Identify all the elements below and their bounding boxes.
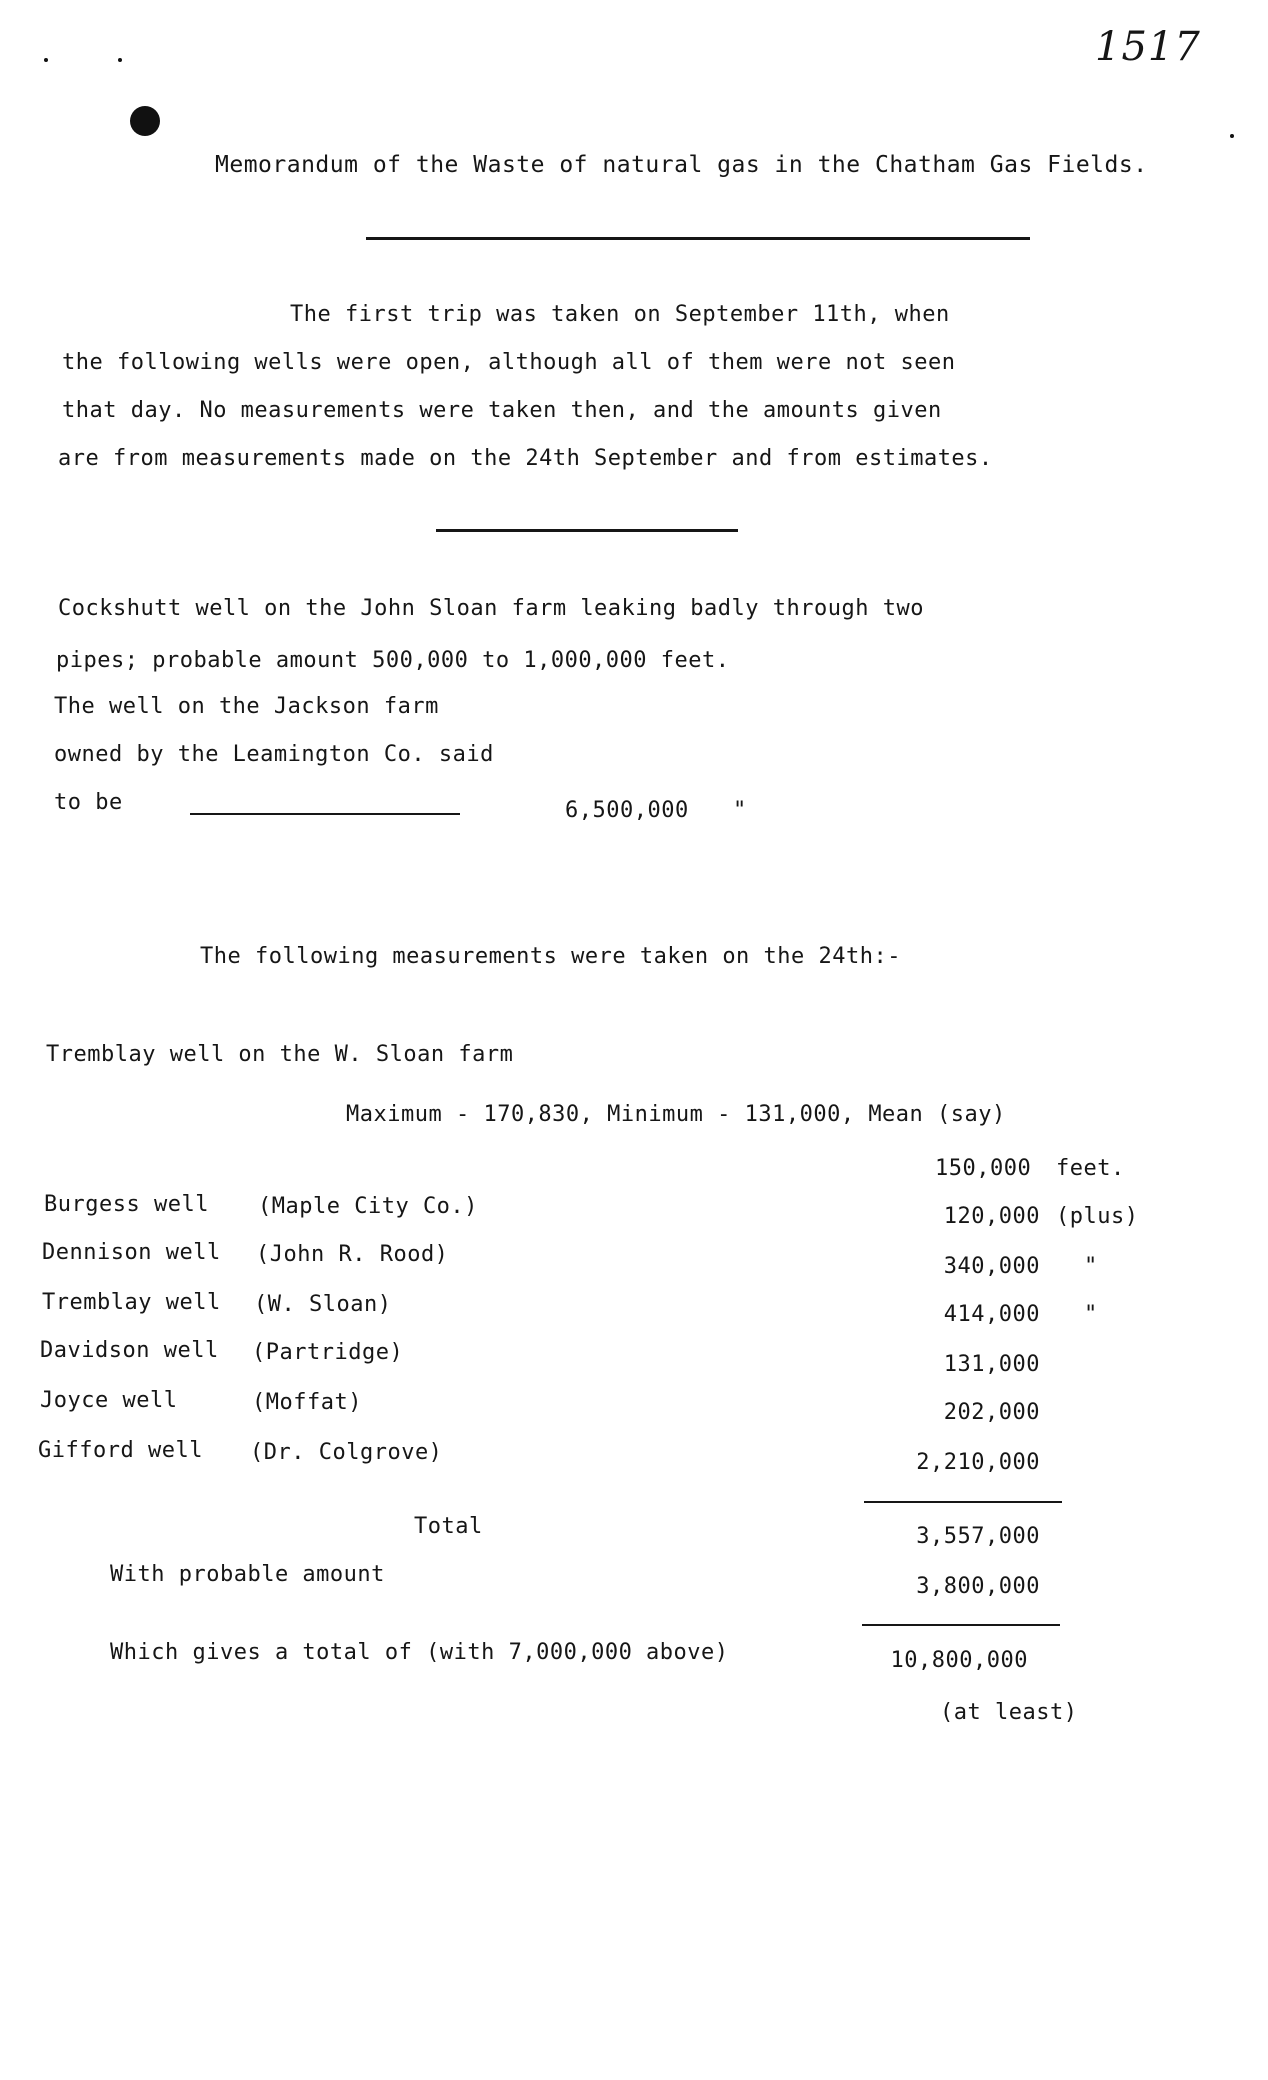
grand-total-value: 10,800,000: [890, 1648, 1028, 1673]
intro-line: are from measurements made on the 24th September and from estimates.: [58, 446, 993, 471]
memo-title: Memorandum of the Waste of natural gas in the Chatham Gas Fields.: [215, 152, 1148, 178]
well-owner: (Dr. Colgrove): [250, 1440, 443, 1465]
total-value: 3,557,000: [916, 1524, 1040, 1549]
well-note: ": [1084, 1302, 1098, 1327]
tremblay-sloan-label: Tremblay well on the W. Sloan farm: [46, 1042, 514, 1067]
well-name: Davidson well: [40, 1338, 219, 1363]
well-name: Dennison well: [42, 1240, 221, 1265]
well-owner: (Maple City Co.): [258, 1194, 478, 1219]
tremblay-sloan-value: 150,000: [935, 1156, 1032, 1181]
intro-line: that day. No measurements were taken then, and the amounts given: [62, 398, 942, 423]
title-underline: [366, 237, 1030, 240]
well-name: Gifford well: [38, 1438, 203, 1463]
punch-hole: [130, 106, 160, 136]
jackson-line: owned by the Leamington Co. said: [54, 742, 494, 767]
grand-total-label: Which gives a total of (with 7,000,000 above): [110, 1640, 729, 1665]
well-name: Joyce well: [40, 1388, 178, 1413]
section-divider: [436, 529, 738, 532]
page-number: 1517: [1095, 24, 1201, 70]
well-value: 202,000: [943, 1400, 1040, 1425]
well-name: Burgess well: [44, 1192, 209, 1217]
well-value: 2,210,000: [916, 1450, 1040, 1475]
probable-label: With probable amount: [110, 1562, 385, 1587]
well-owner: (W. Sloan): [254, 1292, 392, 1317]
speck-mark: [118, 58, 122, 62]
well-note: ": [1084, 1254, 1098, 1279]
tremblay-sloan-unit: feet.: [1056, 1156, 1125, 1181]
jackson-line: to be: [54, 790, 123, 815]
cockshutt-line: pipes; probable amount 500,000 to 1,000,000 feet.: [56, 648, 730, 673]
cockshutt-line: Cockshutt well on the John Sloan farm leaking badly through two: [58, 596, 924, 621]
measurements-intro: The following measurements were taken on the 24th:-: [200, 944, 902, 969]
speck-mark: [44, 58, 48, 62]
well-value: 120,000: [943, 1204, 1040, 1229]
leader-line: [190, 813, 460, 815]
jackson-amount: 6,500,000: [565, 798, 689, 823]
well-value: 131,000: [943, 1352, 1040, 1377]
tremblay-sloan-stats: Maximum - 170,830, Minimum - 131,000, Mean (say): [346, 1102, 1006, 1127]
jackson-line: The well on the Jackson farm: [54, 694, 439, 719]
intro-line: The first trip was taken on September 11th, when: [290, 302, 950, 327]
well-name: Tremblay well: [42, 1290, 221, 1315]
well-owner: (Moffat): [252, 1390, 362, 1415]
grand-total-note: (at least): [940, 1700, 1078, 1725]
intro-line: the following wells were open, although all of them were not seen: [62, 350, 956, 375]
well-value: 340,000: [943, 1254, 1040, 1279]
speck-mark: [1230, 134, 1234, 138]
well-owner: (Partridge): [252, 1340, 404, 1365]
jackson-ditto: ": [733, 798, 747, 823]
well-owner: (John R. Rood): [256, 1242, 449, 1267]
well-value: 414,000: [943, 1302, 1040, 1327]
probable-value: 3,800,000: [916, 1574, 1040, 1599]
sum-rule: [864, 1501, 1062, 1503]
total-label: Total: [414, 1514, 483, 1539]
sum-rule: [862, 1624, 1060, 1626]
well-note: (plus): [1056, 1204, 1139, 1229]
